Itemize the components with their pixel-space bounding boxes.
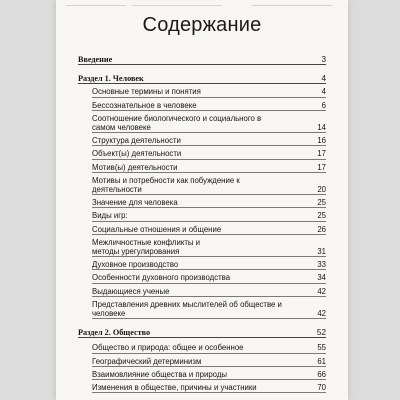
toc-entry-label: Особенности духовного производства <box>92 273 231 283</box>
toc-entry-label: Значение для человека <box>92 198 178 208</box>
book-page <box>56 0 348 400</box>
toc-page-number: 52 <box>316 328 326 338</box>
page-title: Содержание <box>142 14 262 36</box>
toc-page-number: 17 <box>317 162 326 172</box>
toc-entry-label: Мотивы и потребности как побуждение к деятельности <box>92 175 240 195</box>
toc-entry-label: Мотив(ы) деятельности <box>92 162 178 172</box>
toc-entry-label: Изменения в обществе, причины и участники <box>92 383 257 393</box>
toc-page-number: 42 <box>317 286 326 296</box>
toc-entry-label: Введение <box>78 55 113 64</box>
toc-entry-label: Объект(ы) деятельности <box>92 149 182 159</box>
toc-page-number: 61 <box>317 356 326 366</box>
toc-entry[interactable] <box>92 211 326 221</box>
toc-entry[interactable] <box>92 238 326 257</box>
toc-section-1[interactable] <box>78 74 326 84</box>
toc-page-number: 20 <box>317 185 326 195</box>
toc-entry[interactable] <box>92 198 326 208</box>
toc-entry-label: Межличностные конфликты и методы урегулирования <box>92 237 201 257</box>
bleed-through-text <box>62 2 342 12</box>
table-of-contents <box>78 55 326 396</box>
toc-page-number: 3 <box>321 55 326 64</box>
toc-entry[interactable] <box>92 287 326 297</box>
toc-entry[interactable] <box>92 343 326 353</box>
toc-page-number: 66 <box>317 369 326 379</box>
toc-entry-label: Раздел 2. Общество <box>78 328 151 338</box>
toc-entry[interactable] <box>92 176 326 195</box>
toc-entry-label: Виды игр: <box>92 211 128 221</box>
toc-section-2[interactable] <box>78 328 326 338</box>
toc-entry[interactable] <box>92 149 326 159</box>
toc-page-number: 6 <box>321 100 326 110</box>
toc-page-number: 17 <box>317 149 326 159</box>
toc-entry[interactable] <box>92 383 326 393</box>
toc-entry-label: Соотношение биологического и социального в самом человеке <box>92 113 262 133</box>
toc-page-number: 26 <box>317 224 326 234</box>
toc-entry-label: Общество и природа: общее и особенное <box>92 343 244 353</box>
toc-entry[interactable] <box>92 87 326 97</box>
toc-page-number: 31 <box>317 247 326 257</box>
toc-entry-label: Структура деятельности <box>92 136 181 146</box>
toc-page-number: 42 <box>317 309 326 319</box>
toc-entry-label: Основные термины и понятия <box>92 87 201 97</box>
toc-page-number: 4 <box>321 87 326 97</box>
toc-entry[interactable] <box>92 370 326 380</box>
toc-entry[interactable] <box>92 114 326 133</box>
toc-page-number: 70 <box>317 383 326 393</box>
toc-entry-label: Географический детерминизм <box>92 356 202 366</box>
toc-page-number: 16 <box>317 136 326 146</box>
toc-entry-label: Выдающиеся ученые <box>92 286 170 296</box>
toc-page-number: 33 <box>317 260 326 270</box>
toc-entry-label: Представления древних мыслителей об обществе и человеке <box>92 299 282 319</box>
toc-page-number: 34 <box>317 273 326 283</box>
toc-entry[interactable] <box>92 225 326 235</box>
toc-page-number: 55 <box>317 343 326 353</box>
toc-section-introduction[interactable] <box>78 55 326 65</box>
toc-entry-label: Бессознательное в человеке <box>92 100 197 110</box>
toc-entry-label: Раздел 1. Человек <box>78 74 144 84</box>
bleed-through-marks <box>62 2 342 10</box>
toc-entry[interactable] <box>92 273 326 283</box>
toc-entry[interactable] <box>92 101 326 111</box>
toc-page-number: 25 <box>317 211 326 221</box>
toc-entry[interactable] <box>92 300 326 319</box>
toc-page-number: 25 <box>317 198 326 208</box>
toc-page-number: 14 <box>317 123 326 133</box>
toc-entry[interactable] <box>92 136 326 146</box>
toc-entry-label: Взаимовлияние общества и природы <box>92 369 227 379</box>
toc-page-number: 4 <box>321 74 326 84</box>
toc-entry-label: Социальные отношения и общение <box>92 224 222 234</box>
toc-entry[interactable] <box>92 260 326 270</box>
toc-entry[interactable] <box>92 357 326 367</box>
toc-entry-label: Духовное производство <box>92 260 179 270</box>
toc-entry[interactable] <box>92 163 326 173</box>
